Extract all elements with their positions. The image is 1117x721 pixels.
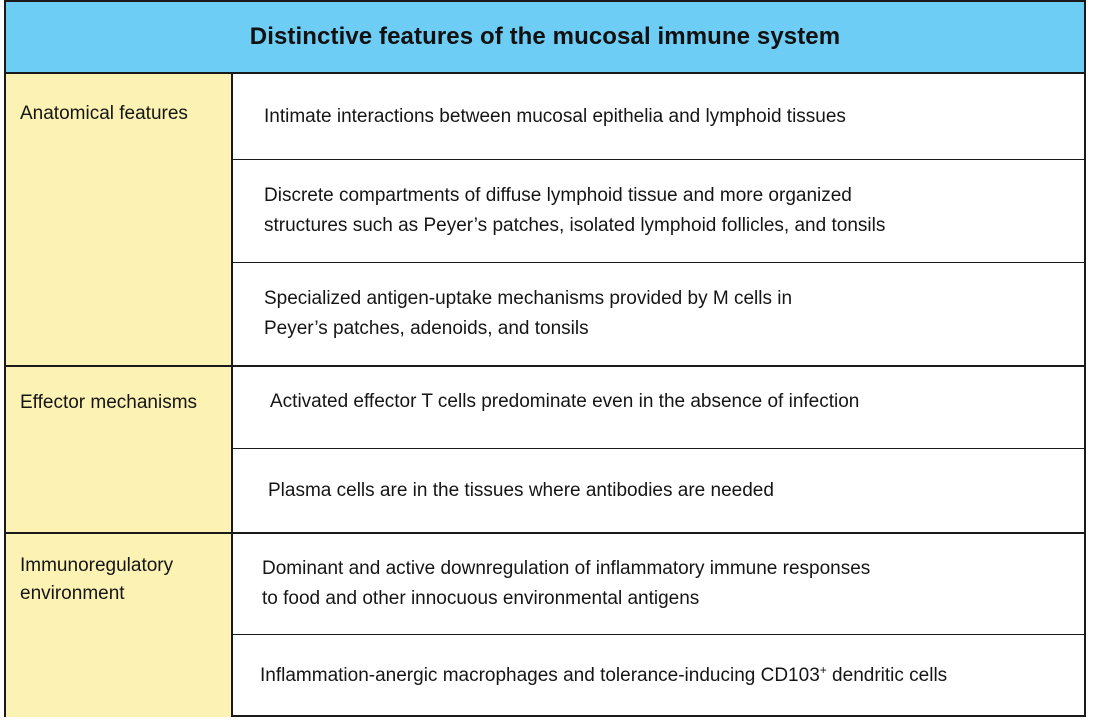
feature-text: Dominant and active downregulation of inflammatory immune responses bbox=[262, 558, 871, 579]
feature-text-part: Inflammation-anergic macrophages and tolerance-inducing CD103 bbox=[260, 665, 820, 686]
feature-text bbox=[260, 661, 947, 691]
feature-row bbox=[233, 635, 1084, 717]
feature-text: Plasma cells are in the tissues where antibodies are needed bbox=[268, 479, 774, 501]
feature-row bbox=[233, 534, 1084, 634]
feature-row bbox=[233, 160, 1084, 262]
feature-text-part: dendritic cells bbox=[826, 665, 948, 686]
feature-text: structures such as Peyer’s patches, isolated lymphoid follicles, and tonsils bbox=[264, 215, 886, 236]
category-immunoregulatory-environment bbox=[6, 534, 233, 717]
category-effector-mechanisms bbox=[6, 367, 233, 532]
category-label: Immunoregulatory bbox=[20, 555, 174, 576]
feature-text: Discrete compartments of diffuse lymphoid tissue and more organized bbox=[264, 185, 852, 206]
feature-row bbox=[233, 449, 1084, 532]
category-anatomical-features bbox=[6, 74, 233, 365]
category-label: Anatomical features bbox=[20, 103, 188, 124]
feature-row bbox=[233, 263, 1084, 365]
feature-text: Peyer’s patches, adenoids, and tonsils bbox=[264, 318, 589, 339]
feature-row bbox=[233, 74, 1084, 159]
feature-text: Activated effector T cells predominate even in the absence of infection bbox=[270, 390, 860, 412]
feature-text: Intimate interactions between mucosal epithelia and lymphoid tissues bbox=[264, 105, 846, 127]
table-title: Distinctive features of the mucosal immune system bbox=[249, 23, 841, 50]
table-title-bar bbox=[6, 2, 1084, 74]
feature-text: Specialized antigen-uptake mechanisms provided by M cells in bbox=[264, 288, 793, 309]
feature-row bbox=[233, 367, 1084, 448]
superscript-plus: + bbox=[819, 663, 827, 677]
category-label: environment bbox=[20, 583, 125, 604]
feature-text: to food and other innocuous environmental antigens bbox=[262, 588, 700, 609]
features-table bbox=[4, 0, 1086, 717]
category-label: Effector mechanisms bbox=[20, 392, 198, 413]
